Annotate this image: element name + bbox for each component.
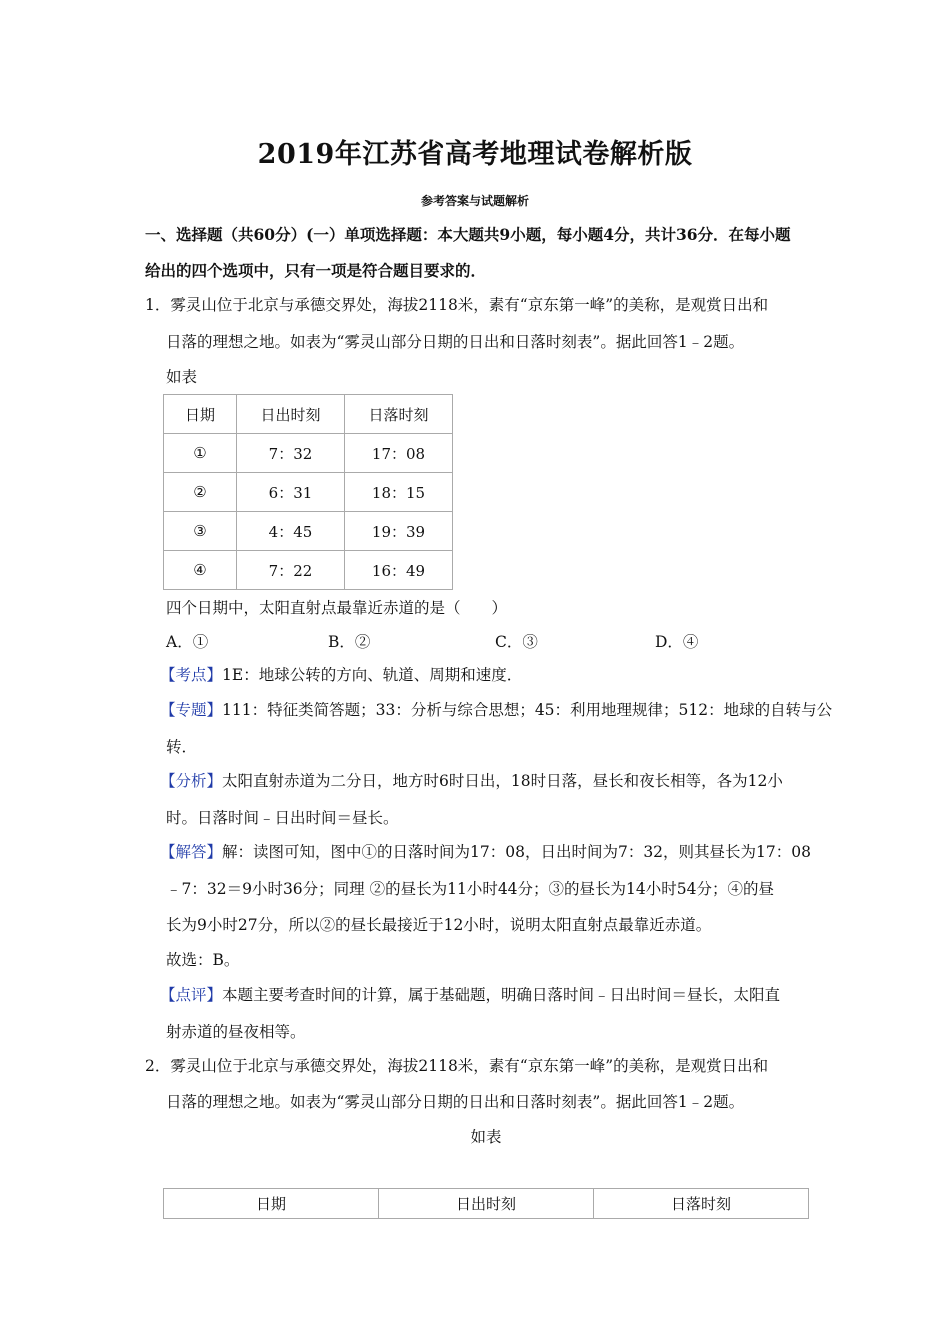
table-cell: 18：15 (345, 473, 453, 512)
jieda-line1 (160, 840, 811, 862)
table-header-cell: 日期 (164, 1189, 379, 1219)
jieda-text: 解：读图可知，图中①的日落时间为17：08，日出时间为7：32，则其昼长为17：08 (222, 843, 811, 861)
table-cell: ③ (164, 512, 237, 551)
section-heading-line1: 一、选择题（共60分）(一）单项选择题：本大题共9小题，每小题4分，共计36分．在每小题 (145, 225, 791, 244)
table-cell: ① (164, 434, 237, 473)
kaodian-line (160, 663, 804, 685)
kaodian-text: 1E：地球公转的方向、轨道、周期和速度． (222, 666, 523, 684)
table-cell: 19：39 (345, 512, 453, 551)
table-cell: 4：45 (237, 512, 345, 551)
table-cell: 17：08 (345, 434, 453, 473)
zhuanti-tag: 【专题】 (160, 701, 223, 719)
page-subtitle: 参考答案与试题解析 (420, 194, 529, 208)
option-b: B．② (328, 633, 371, 651)
section-heading-line2: 给出的四个选项中，只有一项是符合题目要求的． (145, 261, 487, 280)
table-row (164, 473, 453, 512)
table-header-cell: 日期 (164, 395, 237, 434)
fenxi-line1 (160, 769, 804, 791)
zhuanti-line2: 转． (166, 738, 198, 756)
table-cell: ④ (164, 551, 237, 590)
dianping-line2: 射赤道的昼夜相等。 (166, 1023, 306, 1041)
q2-table (163, 1188, 809, 1219)
dianping-line1 (160, 983, 804, 1005)
q1-table-caption: 如表 (166, 368, 198, 386)
table-header-cell: 日落时刻 (345, 395, 453, 434)
table-row (164, 512, 453, 551)
page-title: 2019年江苏省高考地理试卷解析版 (257, 139, 693, 170)
q1-stem-line2: 日落的理想之地。如表为“雾灵山部分日期的日出和日落时刻表”。据此回答1﹣2题。 (166, 333, 745, 351)
table-header-row (164, 395, 453, 434)
table-cell: ② (164, 473, 237, 512)
zhuanti-line1 (160, 698, 833, 720)
dianping-text: 本题主要考查时间的计算，属于基础题，明确日落时间﹣日出时间＝昼长，太阳直 (222, 986, 781, 1004)
option-a: A．① (166, 633, 209, 651)
zhuanti-text: 111：特征类简答题；33：分析与综合思想；45：利用地理规律；512：地球的自转与公 (222, 701, 833, 719)
sunrise-sunset-table (163, 394, 453, 590)
table-cell: 7：32 (237, 434, 345, 473)
table-header-row (164, 1189, 809, 1219)
jieda-line3: 长为9小时27分，所以②的昼长最接近于12小时，说明太阳直射点最靠近赤道。 (166, 916, 712, 934)
option-c: C．③ (495, 633, 538, 651)
table-header-cell: 日落时刻 (594, 1189, 809, 1219)
fenxi-line2: 时。日落时间﹣日出时间＝昼长。 (166, 809, 399, 827)
jieda-line2: ﹣7：32＝9小时36分；同理 ②的昼长为11小时44分；③的昼长为14小时54分；④的昼 (166, 880, 774, 898)
q2-stem-line2: 日落的理想之地。如表为“雾灵山部分日期的日出和日落时刻表”。据此回答1﹣2题。 (166, 1093, 745, 1111)
option-d: D．④ (655, 633, 699, 651)
q2-table-caption: 如表 (470, 1128, 502, 1146)
jieda-tag: 【解答】 (160, 843, 223, 861)
fenxi-tag: 【分析】 (160, 772, 223, 790)
dianping-tag: 【点评】 (160, 986, 223, 1004)
q2-stem-line1: 2．雾灵山位于北京与承德交界处，海拔2118米，素有“京东第一峰”的美称，是观赏日出和 (145, 1057, 769, 1075)
table-cell: 6：31 (237, 473, 345, 512)
q1-stem-line1: 1．雾灵山位于北京与承德交界处，海拔2118米，素有“京东第一峰”的美称，是观赏日出和 (145, 296, 769, 314)
table-cell: 16：49 (345, 551, 453, 590)
fenxi-text: 太阳直射赤道为二分日，地方时6时日出，18时日落，昼长和夜长相等，各为12小 (222, 772, 783, 790)
q1-question: 四个日期中，太阳直射点最靠近赤道的是（ ） (166, 599, 508, 617)
answer-line: 故选：B。 (166, 951, 240, 969)
kaodian-tag: 【考点】 (160, 666, 223, 684)
table-header-cell: 日出时刻 (237, 395, 345, 434)
table-header-cell: 日出时刻 (379, 1189, 594, 1219)
table-cell: 7：22 (237, 551, 345, 590)
table-row (164, 551, 453, 590)
table-row (164, 434, 453, 473)
